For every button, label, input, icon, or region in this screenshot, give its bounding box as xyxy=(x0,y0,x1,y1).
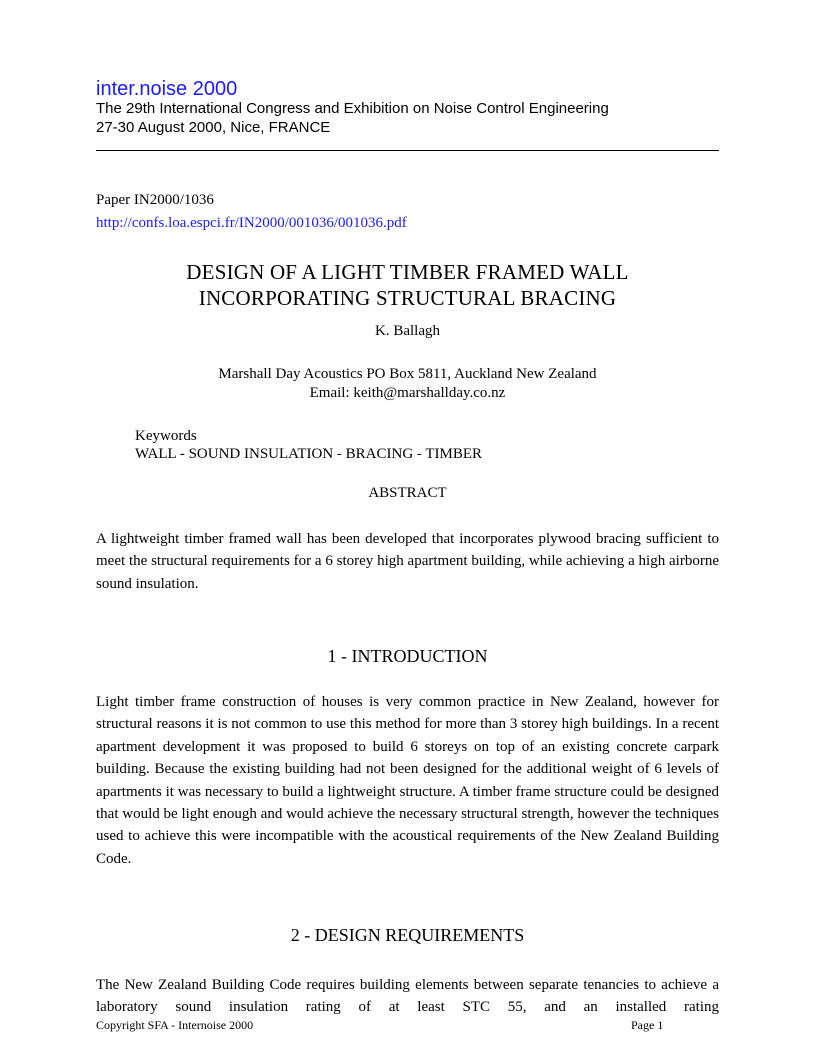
section-heading-introduction: 1 - INTRODUCTION xyxy=(327,646,488,666)
paper-title-line1: DESIGN OF A LIGHT TIMBER FRAMED WALL xyxy=(186,260,629,284)
conference-subtitle: The 29th International Congress and Exhibition on Noise Control Engineering xyxy=(96,100,609,117)
footer-page-number: Page 1 xyxy=(631,1018,664,1032)
keywords-label: Keywords xyxy=(135,428,197,444)
conference-name: inter.noise 2000 xyxy=(96,78,238,100)
footer-copyright: Copyright SFA - Internoise 2000 xyxy=(96,1018,254,1032)
paper-url-link[interactable]: http://confs.loa.espci.fr/IN2000/001036/001036.pdf xyxy=(96,215,407,231)
paper-title-line2: INCORPORATING STRUCTURAL BRACING xyxy=(198,286,617,310)
paper-id: Paper IN2000/1036 xyxy=(96,192,214,208)
abstract-text: A lightweight timber framed wall has been developed that incorporates plywood bracing sufficient to meet the structural requirements for a 6 storey high apartment building, while achieving a high airborne sound insulation. xyxy=(96,531,719,592)
author-email: Email: keith@marshallday.co.nz xyxy=(309,385,506,401)
author-affiliation: Marshall Day Acoustics PO Box 5811, Auckland New Zealand xyxy=(218,366,597,382)
section-heading-design-requirements: 2 - DESIGN REQUIREMENTS xyxy=(290,925,525,945)
header-divider xyxy=(96,150,719,151)
author-name: K. Ballagh xyxy=(375,323,440,339)
section-text-design-requirements: The New Zealand Building Code requires building elements between separate tenancies to achieve a laboratory sound insulation rating of at least STC 55, and an installed rating xyxy=(96,977,719,1016)
abstract-heading: ABSTRACT xyxy=(368,485,447,501)
conference-dates: 27-30 August 2000, Nice, FRANCE xyxy=(96,119,331,136)
keywords-list: WALL - SOUND INSULATION - BRACING - TIMBER xyxy=(135,446,483,462)
section-text-introduction: Light timber frame construction of houses is very common practice in New Zealand, however for structural reasons it is not common to use this method for more than 3 storey high buildings. In a recent apartment development it was proposed to build 6 storeys on top of an existing concrete carpark building. Because the existing building had not been designed for the additional weight of 6 levels of apartments it was necessary to build a lightweight structure. A timber frame structure could be designed that would be light enough and would achieve the necessary structural strength, however the techniques used to achieve this were incompatible with the acoustical requirements of the New Zealand Building Code. xyxy=(96,694,719,867)
